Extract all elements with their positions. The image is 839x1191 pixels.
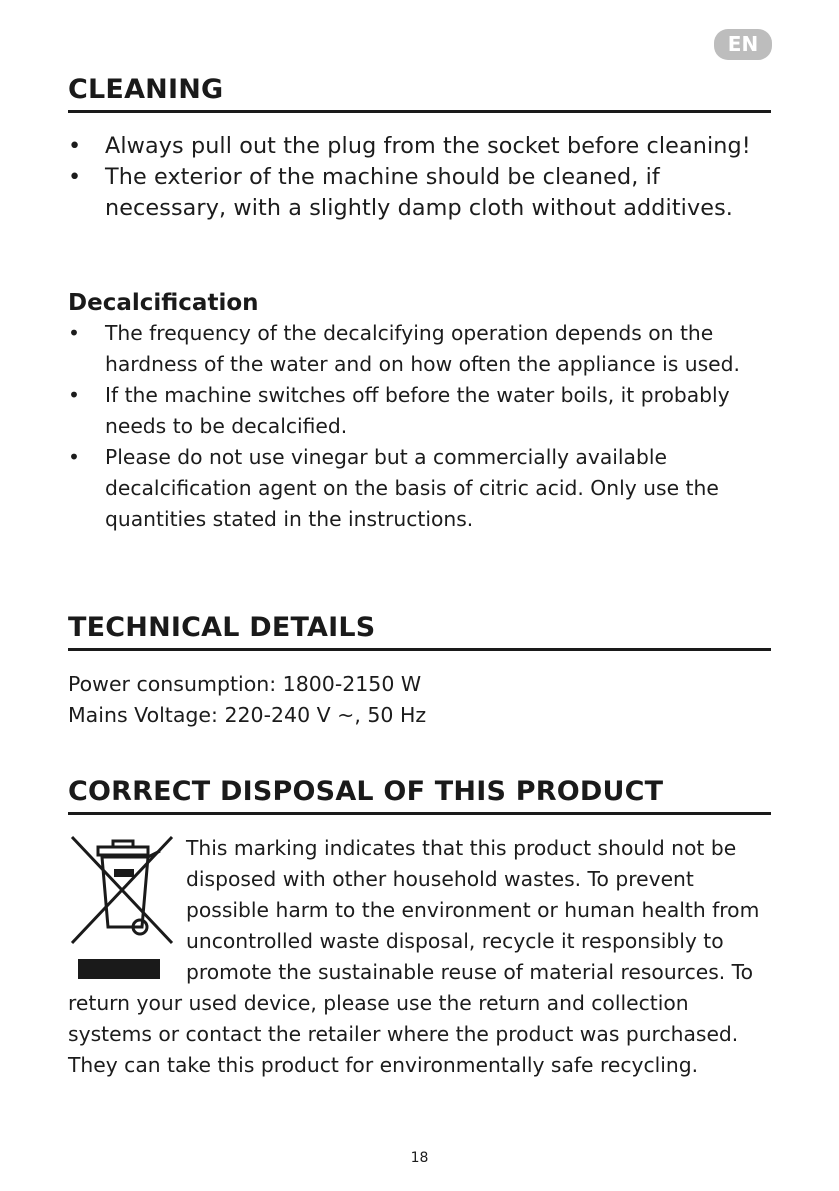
list-item: • Please do not use vinegar but a commercially available decalcification agent on the basis of citric acid. Only use the quantities stated in the instructions. bbox=[68, 442, 771, 535]
disposal-section bbox=[68, 776, 771, 1081]
cleaning-section bbox=[68, 74, 771, 224]
technical-heading: TECHNICAL DETAILS bbox=[68, 612, 771, 651]
language-badge: EN bbox=[714, 29, 772, 60]
disposal-text: This marking indicates that this product should not be disposed with other household wastes. To prevent possible harm to the environment or human health from uncontrolled waste disposal, recycle it responsibly to promote the sustainable reuse of material resources. To return your used device, please use the return and collection systems or contact the retailer where the product was purchased. They can take this product for environmentally safe recycling. bbox=[68, 836, 760, 1077]
crossed-out-wheelie-bin-icon bbox=[68, 835, 176, 985]
power-consumption: Power consumption: 1800-2150 W bbox=[68, 672, 422, 696]
list-item: • The frequency of the decalcifying operation depends on the hardness of the water and on how often the appliance is used. bbox=[68, 318, 771, 380]
disposal-body bbox=[68, 833, 771, 1081]
mains-voltage: Mains Voltage: 220-240 V ~, 50 Hz bbox=[68, 703, 427, 727]
decalcification-list bbox=[68, 318, 771, 535]
list-item: • If the machine switches off before the water boils, it probably needs to be decalcified. bbox=[68, 380, 771, 442]
technical-section bbox=[68, 612, 771, 731]
page-number: 18 bbox=[410, 1150, 429, 1166]
disposal-heading: CORRECT DISPOSAL OF THIS PRODUCT bbox=[68, 776, 771, 815]
list-item: • The exterior of the machine should be cleaned, if necessary, with a slightly damp cloth without additives. bbox=[68, 162, 771, 224]
list-item: • Always pull out the plug from the socket before cleaning! bbox=[68, 131, 771, 162]
cleaning-list bbox=[68, 131, 771, 224]
cleaning-heading: CLEANING bbox=[68, 74, 771, 113]
decalcification-section bbox=[68, 290, 771, 535]
decalcification-heading: Decalcification bbox=[68, 290, 259, 316]
